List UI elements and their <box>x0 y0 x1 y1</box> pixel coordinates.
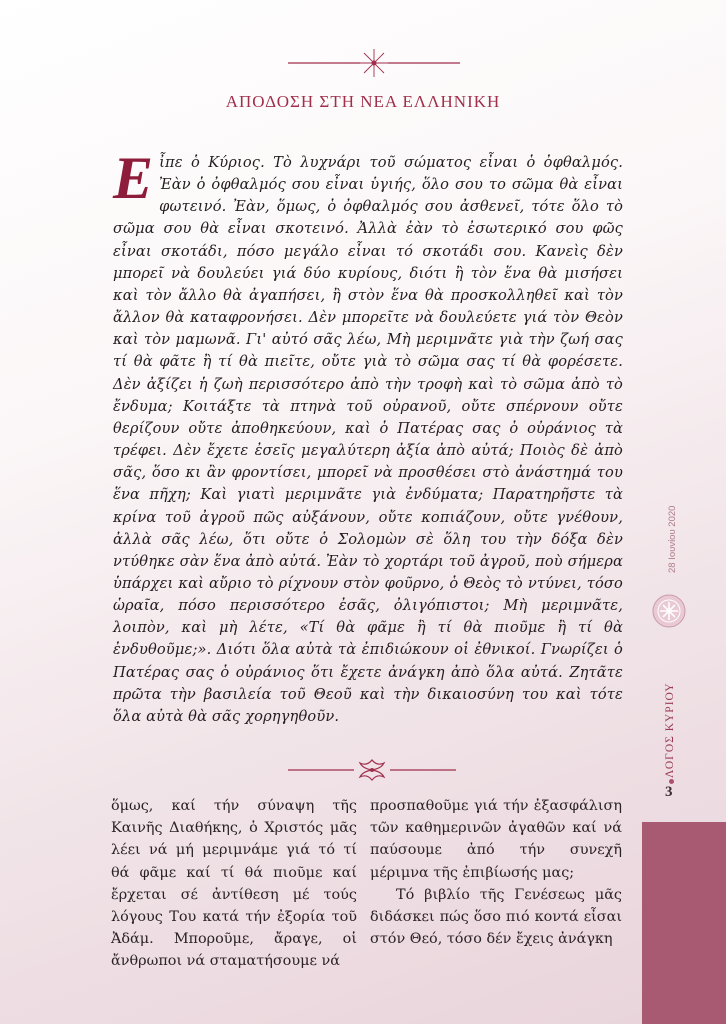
drop-cap: Ε <box>113 145 154 211</box>
cross-emblem-icon <box>651 593 687 629</box>
column-right-paragraph-2: Τό βιβλίο τῆς Γενέσεως μᾶς διδάσκει πώς ὅσο πιό κοντά εἶσαι στόν Θεό, τόσο δέν ἔχεις ἀνάγκη <box>370 886 622 948</box>
decorative-side-bar <box>642 822 726 1024</box>
gospel-text: ἶπε ὁ Κύριος. Τὸ λυχνάρι τοῦ σώματος εἶναι ὁ ὀφθαλμός. Ἐὰν ὁ ὀφθαλμός σου εἶναι ὑγιής, ὅλο σου το σῶμα θὰ εἶναι φωτεινό. Ἐὰν, ὅμως, ὁ ὀφθαλμός σου ἀσθενεῖ, τότε ὅλο τὸ σῶμα σου θὰ εἶναι σκοτεινό. Ἀλλὰ ἐὰν τὸ ἐσωτερικό σου φῶς εἶναι σκοτάδι, πόσο μεγάλο εἶναι τό σκοτάδι σου. Κανεὶς δὲν μπορεῖ νὰ δουλεύει γιά δύο κυρίους, διότι ἢ τὸν ἕνα θὰ μισήσει καὶ τὸν ἄλλο θὰ ἀγαπήσει, ἢ στὸν ἕνα θὰ προσκολληθεῖ καὶ τὸν ἄλλον θὰ καταφρονήσει. Δὲν μπορεῖτε νὰ δουλεύετε γιά τὸν Θεὸν καὶ τὸν μαμωνᾶ. Γι' αὐτό σᾶς λέω, Μὴ μεριμνᾶτε γιὰ τὴν ζωή σας τί θὰ φᾶτε ἢ τί θὰ πιεῖτε, οὔτε γιὰ τὸ σῶμα σας τί θὰ φορέσετε. Δὲν ἀξίζει ἡ ζωὴ περισσότερο ἀπὸ τὴν τροφὴ καὶ τὸ σῶμα ἀπὸ τὸ ἔνδυμα; Κοιτάξτε τὰ πτηνὰ τοῦ οὐρανοῦ, οὔτε σπέρνουν οὔτε θερίζουν οὔτε ἀποθηκεύουν, καὶ ὁ Πατέρας σας ὁ οὐράνιος τὰ τρέφει. Δὲν ἔχετε ἐσεῖς μεγαλύτερη ἀξία ἀπὸ αὐτά; Ποιὸς δὲ ἀπὸ σᾶς, ὅσο κι ἂν φροντίσει, μπορεῖ νὰ προσθέσει στὸ ἀνάστημά του ἕνα πῆχη; Καὶ γιατὶ μεριμνᾶτε γιὰ ἐνδύματα; Παρατηρῆστε τὰ κρίνα τοῦ ἀγροῦ πῶς αὐξάνουν, οὔτε κοπιάζουν, οὔτε γνέθουν, ἀλλὰ σᾶς λέω, ὅτι οὔτε ὁ Σολομὼν σὲ ὅλη του τὴν δόξα δὲν ντύθηκε σὰν ἕνα ἀπὸ αὐτά. Ἐὰν τὸ χορτάρι τοῦ ἀγροῦ, ποὺ σήμερα ὑπάρχει καὶ αὔριο τὸ ρίχνουν στὸν φοῦρνο, ὁ Θεὸς τὸ ντύνει, τόσο ὡραῖα, πόσο περισσότερο ἐσᾶς, ὀλιγόπιστοι; Μὴ μεριμνᾶτε, λοιπὸν, καὶ μὴ λέτε, «Τί θὰ φᾶμε ἢ τί θὰ πιοῦμε ἢ τί θὰ ἐνδυθοῦμε;». Διότι ὅλα αὐτὰ τὰ ἐπιδιώκουν οἱ ἐθνικοί. Γνωρίζει ὁ Πατέρας σας ὁ οὐράνιος ὅτι ἔχετε ἀνάγκη ἀπὸ ὅλα αὐτά. Ζητᾶτε πρῶτα τὴν βασιλεία τοῦ Θεοῦ καὶ τὴν δικαιοσύνη του καὶ τότε ὅλα αὐτὰ θὰ σᾶς χορηγηθοῦν. <box>113 154 623 725</box>
column-right-paragraph-1: προσπαθοῦμε γιά τήν ἐξασφάλιση τῶν καθημερινῶν ἀγαθῶν καί νά παύσουμε ἀπό τήν συνεχῆ μέριμνα τῆς ἐπιβίωσής μας; <box>370 798 622 881</box>
column-left-text: ὅμως, καί τήν σύναψη τῆς Καινῆς Διαθήκης, ὁ Χριστός μᾶς λέει νά μή μεριμνάμε γιά τό τί θά φᾶμε καί τί θά πιοῦμε καί ἔρχεται σέ ἀντίθεση μέ τούς λόγους Του κατά τήν ἐξορία τοῦ Ἀδάμ. Μποροῦμε, ἄραγε, οἱ ἄνθρωποι νά σταματήσουμε νά <box>111 798 357 970</box>
column-right <box>370 795 622 950</box>
page-number: 3 <box>665 784 673 800</box>
gospel-text-block <box>113 145 623 728</box>
magazine-name: ΛΟΓΟΣ ΚΥΡΙΟΥ <box>664 682 676 778</box>
ornament-divider-top <box>288 48 460 78</box>
ornament-divider-middle <box>288 757 456 783</box>
section-title: ΑΠΟΔΟΣΗ ΣΤΗ ΝΕΑ ΕΛΛΗΝΙΚΗ <box>225 92 501 111</box>
issue-date: 28 Ιουνίου 2020 <box>667 505 678 573</box>
column-left <box>111 795 357 973</box>
